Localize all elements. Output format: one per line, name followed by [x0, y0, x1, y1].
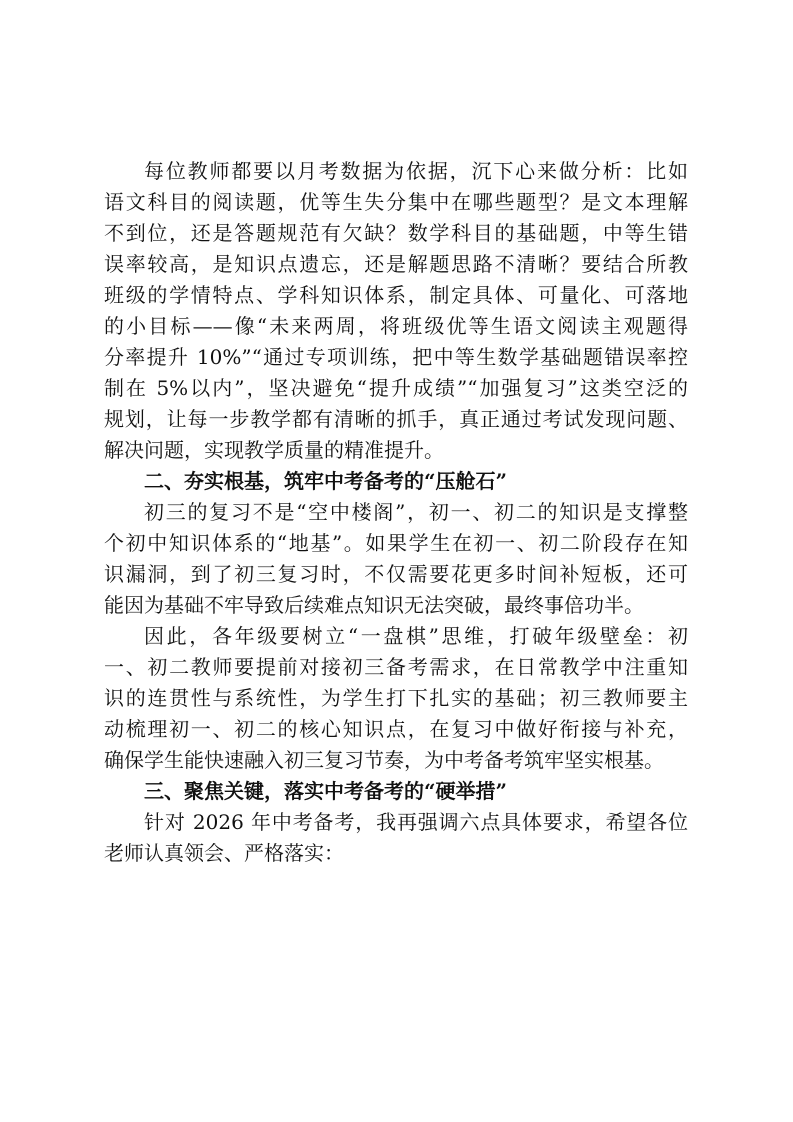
- text-line: 语文科目的阅读题，优等生失分集中在哪些题型？是文本理解: [104, 190, 688, 214]
- text-line: 个初中知识体系的“地基”。如果学生在初一、初二阶段存在知: [104, 531, 688, 555]
- section-heading-3: 三、聚焦关键，落实中考备考的“硬举措”: [144, 779, 508, 803]
- text-line: 一、初二教师要提前对接初三备考需求，在日常教学中注重知: [104, 655, 688, 679]
- text-line: 识的连贯性与系统性，为学生打下扎实的基础；初三教师要主: [104, 686, 688, 710]
- text-line: 规划，让每一步教学都有清晰的抓手，真正通过考试发现问题、: [104, 407, 688, 431]
- text-line: 每位教师都要以月考数据为依据，沉下心来做分析：比如: [144, 159, 688, 183]
- paragraph-coordination: [104, 621, 688, 776]
- paragraph-foundation: [104, 497, 688, 621]
- text-line: 解决问题，实现教学质量的精准提升。: [104, 438, 444, 462]
- text-line: 误率较高，是知识点遗忘，还是解题思路不清晰？要结合所教: [104, 252, 688, 276]
- text-line: 初三的复习不是“空中楼阁”，初一、初二的知识是支撑整: [144, 500, 688, 524]
- paragraph-analysis: [104, 156, 688, 466]
- text-line: 针对 2026 年中考备考，我再强调六点具体要求，希望各位: [144, 810, 688, 834]
- text-line: 因此，各年级要树立“一盘棋”思维，打破年级壁垒：初: [144, 624, 688, 648]
- text-line: 制在 5%以内”，坚决避免“提升成绩”“加强复习”这类空泛的: [104, 376, 688, 400]
- section-heading-2: 二、夯实根基，筑牢中考备考的“压舱石”: [144, 469, 508, 493]
- text-line: 确保学生能快速融入初三复习节奏，为中考备考筑牢坚实根基。: [104, 748, 664, 772]
- paragraph-requirements: [104, 807, 688, 869]
- text-line: 分率提升 10%”“通过专项训练，把中等生数学基础题错误率控: [104, 345, 688, 369]
- text-line: 不到位，还是答题规范有欠缺？数学科目的基础题，中等生错: [104, 221, 688, 245]
- text-line: 班级的学情特点、学科知识体系，制定具体、可量化、可落地: [104, 283, 688, 307]
- text-line: 能因为基础不牢导致后续难点知识无法突破，最终事倍功半。: [104, 593, 644, 617]
- document-body: [104, 156, 688, 869]
- text-line: 老师认真领会、严格落实：: [104, 841, 344, 865]
- text-line: 动梳理初一、初二的核心知识点，在复习中做好衔接与补充，: [104, 717, 688, 741]
- text-line: 识漏洞，到了初三复习时，不仅需要花更多时间补短板，还可: [104, 562, 688, 586]
- text-line: 的小目标——像“未来两周，将班级优等生语文阅读主观题得: [104, 314, 688, 338]
